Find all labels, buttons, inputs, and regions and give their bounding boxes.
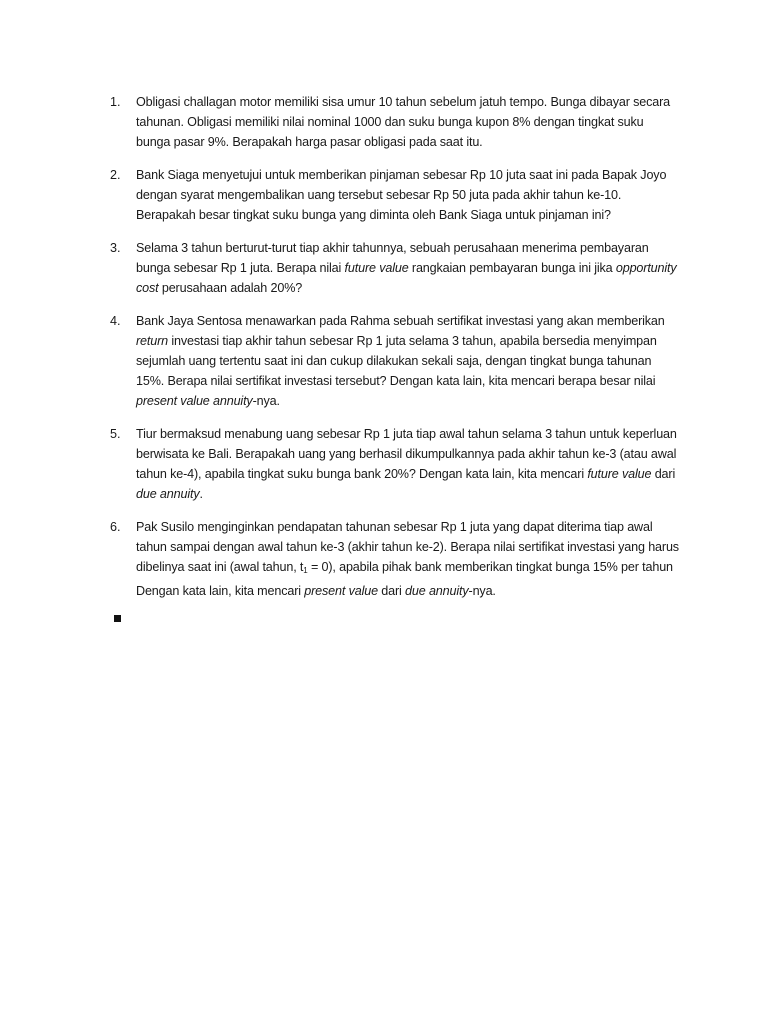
text-segment: investasi tiap akhir tahun sebesar Rp 1 juta selama 3 tahun, apabila bersedia menyimpan sejumlah uang tertentu saat ini dan cukup dilakukan sekali saja, dengan tingkat bunga tahunan 15%. Berapa nilai sertifikat investasi tersebut? Dengan kata lain, kita mencari berapa besar nilai [136, 334, 657, 388]
problem-item [110, 92, 680, 152]
text-segment: dari [377, 584, 406, 598]
italic-term: due annuity [136, 487, 200, 501]
text-segment: rangkaian pembayaran bunga ini jika [408, 261, 616, 275]
problem-text [136, 517, 680, 601]
text-segment: Selama 3 tahun berturut-turut tiap akhir tahunnya, sebuah perusahaan menerima pembayaran bunga sebesar Rp 1 juta. Berapa nilai [136, 241, 649, 275]
italic-term: due annuity [405, 584, 469, 598]
text-segment: = 0), apabila pihak bank memberikan tingkat bunga 15% per tahun Dengan kata lain, kita mencari [136, 560, 673, 598]
italic-term: future value [587, 467, 652, 481]
problem-text [136, 238, 680, 298]
problem-item [110, 424, 680, 504]
text-segment: dari [651, 467, 676, 481]
problem-text [136, 424, 680, 504]
problem-item [110, 517, 680, 601]
subscript-text: 1 [303, 566, 308, 575]
square-bullet-icon [114, 615, 121, 622]
italic-term: present value annuity [136, 394, 253, 408]
problem-text [136, 92, 680, 152]
problem-number: 5. [110, 427, 121, 441]
italic-term: present value [304, 584, 378, 598]
problem-list [110, 92, 680, 614]
text-segment: -nya. [252, 394, 280, 408]
text-segment: perusahaan adalah 20%? [158, 281, 303, 295]
text-segment: Pak Susilo menginginkan pendapatan tahunan sebesar Rp 1 juta yang dapat diterima tiap awal tahun sampai dengan awal tahun ke-3 (akhir tahun ke-2). Berapa nilai sertifikat investasi yang harus dibelinya saat ini (awal tahun, t [136, 520, 679, 574]
problem-number: 1. [110, 95, 121, 109]
problem-text [136, 165, 680, 225]
text-segment: Bank Jaya Sentosa menawarkan pada Rahma sebuah sertifikat investasi yang akan memberikan [136, 314, 665, 328]
problem-number: 4. [110, 314, 121, 328]
text-segment: -nya. [468, 584, 496, 598]
italic-term: opportunity cost [136, 261, 677, 295]
italic-term: future value [344, 261, 409, 275]
problem-item [110, 238, 680, 298]
problem-item [110, 311, 680, 411]
text-segment: . [199, 487, 203, 501]
text-segment: Obligasi challagan motor memiliki sisa umur 10 tahun sebelum jatuh tempo. Bunga dibayar secara tahunan. Obligasi memiliki nilai nominal 1000 dan suku bunga kupon 8% dengan tingkat suku bunga pasar 9%. Berapakah harga pasar obligasi pada saat itu. [136, 95, 671, 149]
italic-term: return [136, 334, 168, 348]
problem-number: 2. [110, 168, 121, 182]
problem-number: 6. [110, 520, 121, 534]
problem-text [136, 311, 680, 411]
problem-number: 3. [110, 241, 121, 255]
text-segment: Bank Siaga menyetujui untuk memberikan pinjaman sebesar Rp 10 juta saat ini pada Bapak Joyo dengan syarat mengembalikan uang tersebut sebesar Rp 50 juta pada akhir tahun ke-10. Berapakah besar tingkat suku bunga yang diminta oleh Bank Siaga untuk pinjaman ini? [136, 168, 667, 222]
problem-item [110, 165, 680, 225]
text-segment: Tiur bermaksud menabung uang sebesar Rp 1 juta tiap awal tahun selama 3 tahun untuk keperluan berwisata ke Bali. Berapakah uang yang berhasil dikumpulkannya pada akhir tahun ke-3 (atau awal tahun ke-4), apabila tingkat suku bunga bank 20%? Dengan kata lain, kita mencari [136, 427, 677, 481]
